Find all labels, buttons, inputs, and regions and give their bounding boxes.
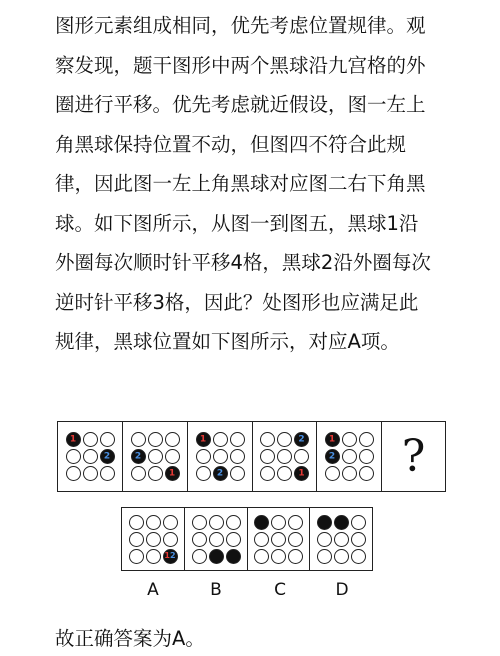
ball-grid (316, 514, 367, 565)
question-figure-strip (57, 421, 446, 492)
black-ball (226, 549, 241, 564)
white-ball (288, 515, 303, 530)
explanation-line: 图形元素组成相同，优先考虑位置规律。观 (55, 14, 426, 37)
white-ball (359, 466, 374, 481)
white-ball (277, 432, 292, 447)
black-ball (165, 466, 180, 481)
ball-number: 1 (168, 468, 176, 478)
white-ball (83, 432, 98, 447)
white-ball (230, 432, 245, 447)
white-ball (146, 532, 161, 547)
white-ball (342, 466, 357, 481)
black-ball (254, 515, 269, 530)
white-ball (83, 449, 98, 464)
white-ball (148, 449, 163, 464)
white-ball (192, 549, 207, 564)
white-ball (334, 549, 349, 564)
option-label-a: A (147, 580, 159, 600)
white-ball (351, 532, 366, 547)
white-ball (271, 549, 286, 564)
explanation-line: 规律，黑球位置如下图所示，对应A项。 (55, 330, 400, 353)
white-ball (230, 449, 245, 464)
white-ball (254, 532, 269, 547)
ball-number: 1 (298, 468, 305, 478)
black-ball (317, 515, 332, 530)
white-ball (294, 449, 309, 464)
explanation-line: 律，因此图一左上角黑球对应图二右下角黑 (55, 172, 426, 195)
question-panel-1 (58, 422, 123, 491)
black-ball (294, 432, 309, 447)
white-ball (148, 466, 163, 481)
white-ball (100, 466, 115, 481)
ball-number: 2 (216, 468, 224, 478)
ball-number: 12 (164, 551, 176, 560)
white-ball (254, 549, 269, 564)
ball-grid (253, 514, 304, 565)
white-ball (230, 466, 245, 481)
white-ball (277, 449, 292, 464)
option-label-c: C (274, 580, 286, 600)
white-ball (148, 432, 163, 447)
white-ball (342, 449, 357, 464)
ball-number: 2 (328, 451, 336, 461)
white-ball (129, 515, 144, 530)
black-ball (334, 515, 349, 530)
white-ball (325, 466, 340, 481)
white-ball (146, 515, 161, 530)
ball-grid (128, 514, 179, 565)
ball-number: 2 (103, 451, 111, 461)
explanation-paragraph (55, 6, 455, 362)
option-label-d: D (335, 580, 349, 600)
white-ball (317, 549, 332, 564)
explanation-line: 察发现，题干图形中两个黑球沿九宫格的外 (55, 53, 426, 77)
option-panel-a (122, 508, 185, 570)
black-ball (209, 549, 224, 564)
white-ball (66, 466, 81, 481)
white-ball (334, 532, 349, 547)
white-ball (165, 432, 180, 447)
white-ball (271, 515, 286, 530)
answer-text: 故正确答案为A。 (55, 627, 205, 650)
white-ball (213, 449, 228, 464)
white-ball (260, 432, 275, 447)
white-ball (163, 515, 178, 530)
white-ball (146, 549, 161, 564)
white-ball (66, 449, 81, 464)
option-label-b: B (210, 580, 222, 600)
ball-number: 1 (199, 434, 207, 444)
white-ball (277, 466, 292, 481)
white-ball (359, 432, 374, 447)
white-ball (226, 515, 241, 530)
white-ball (209, 515, 224, 530)
black-ball (131, 449, 146, 464)
option-panel-b (185, 508, 248, 570)
white-ball (226, 532, 241, 547)
white-ball (131, 466, 146, 481)
white-ball (342, 432, 357, 447)
explanation-line: 逆时针平移3格，因此？处图形也应满足此 (55, 290, 419, 314)
white-ball (209, 532, 224, 547)
white-ball (213, 432, 228, 447)
ball-grid (191, 514, 242, 565)
option-panel-c (248, 508, 310, 570)
question-panel-3 (188, 422, 253, 491)
white-ball (196, 449, 211, 464)
ball-number: 1 (69, 434, 77, 444)
white-ball (260, 466, 275, 481)
ball-grid (130, 431, 181, 482)
black-ball (213, 466, 228, 481)
white-ball (129, 532, 144, 547)
white-ball (271, 532, 286, 547)
white-ball (163, 532, 178, 547)
white-ball (351, 515, 366, 530)
white-ball (351, 549, 366, 564)
ball-grid (65, 431, 116, 482)
ball-number: 1 (328, 434, 336, 444)
white-ball (359, 449, 374, 464)
ball-grid (324, 431, 375, 482)
white-ball (131, 432, 146, 447)
options-figure-strip (121, 507, 373, 571)
ball-number: 2 (298, 434, 305, 444)
black-ball (100, 449, 115, 464)
question-mark: ? (401, 430, 426, 482)
black-ball (196, 432, 211, 447)
ball-grid (259, 431, 310, 482)
explanation-line: 角黑球保持位置不动，但图四不符合此规 (55, 132, 407, 156)
white-ball (317, 532, 332, 547)
white-ball (129, 549, 144, 564)
white-ball (288, 532, 303, 547)
white-ball (192, 532, 207, 547)
white-ball (288, 549, 303, 564)
ball-number: 2 (134, 451, 142, 461)
white-ball (100, 432, 115, 447)
white-ball (83, 466, 98, 481)
question-panel-2 (123, 422, 188, 491)
explanation-line: 圈进行平移。优先考虑就近假设，图一左上 (55, 93, 426, 116)
black-ball (66, 432, 81, 447)
white-ball (165, 449, 180, 464)
question-panel-unknown (382, 422, 445, 491)
explanation-line: 球。如下图所示，从图一到图五，黑球1沿 (55, 211, 419, 235)
explanation-line: 外圈每次顺时针平移4格，黑球2沿外圈每次 (55, 251, 431, 274)
white-ball (196, 466, 211, 481)
white-ball (192, 515, 207, 530)
black-ball (325, 432, 340, 447)
black-ball (294, 466, 309, 481)
white-ball (260, 449, 275, 464)
black-ball (163, 549, 178, 564)
question-panel-4 (253, 422, 317, 491)
ball-grid (195, 431, 246, 482)
question-panel-5 (317, 422, 382, 491)
black-ball (325, 449, 340, 464)
option-panel-d (310, 508, 372, 570)
